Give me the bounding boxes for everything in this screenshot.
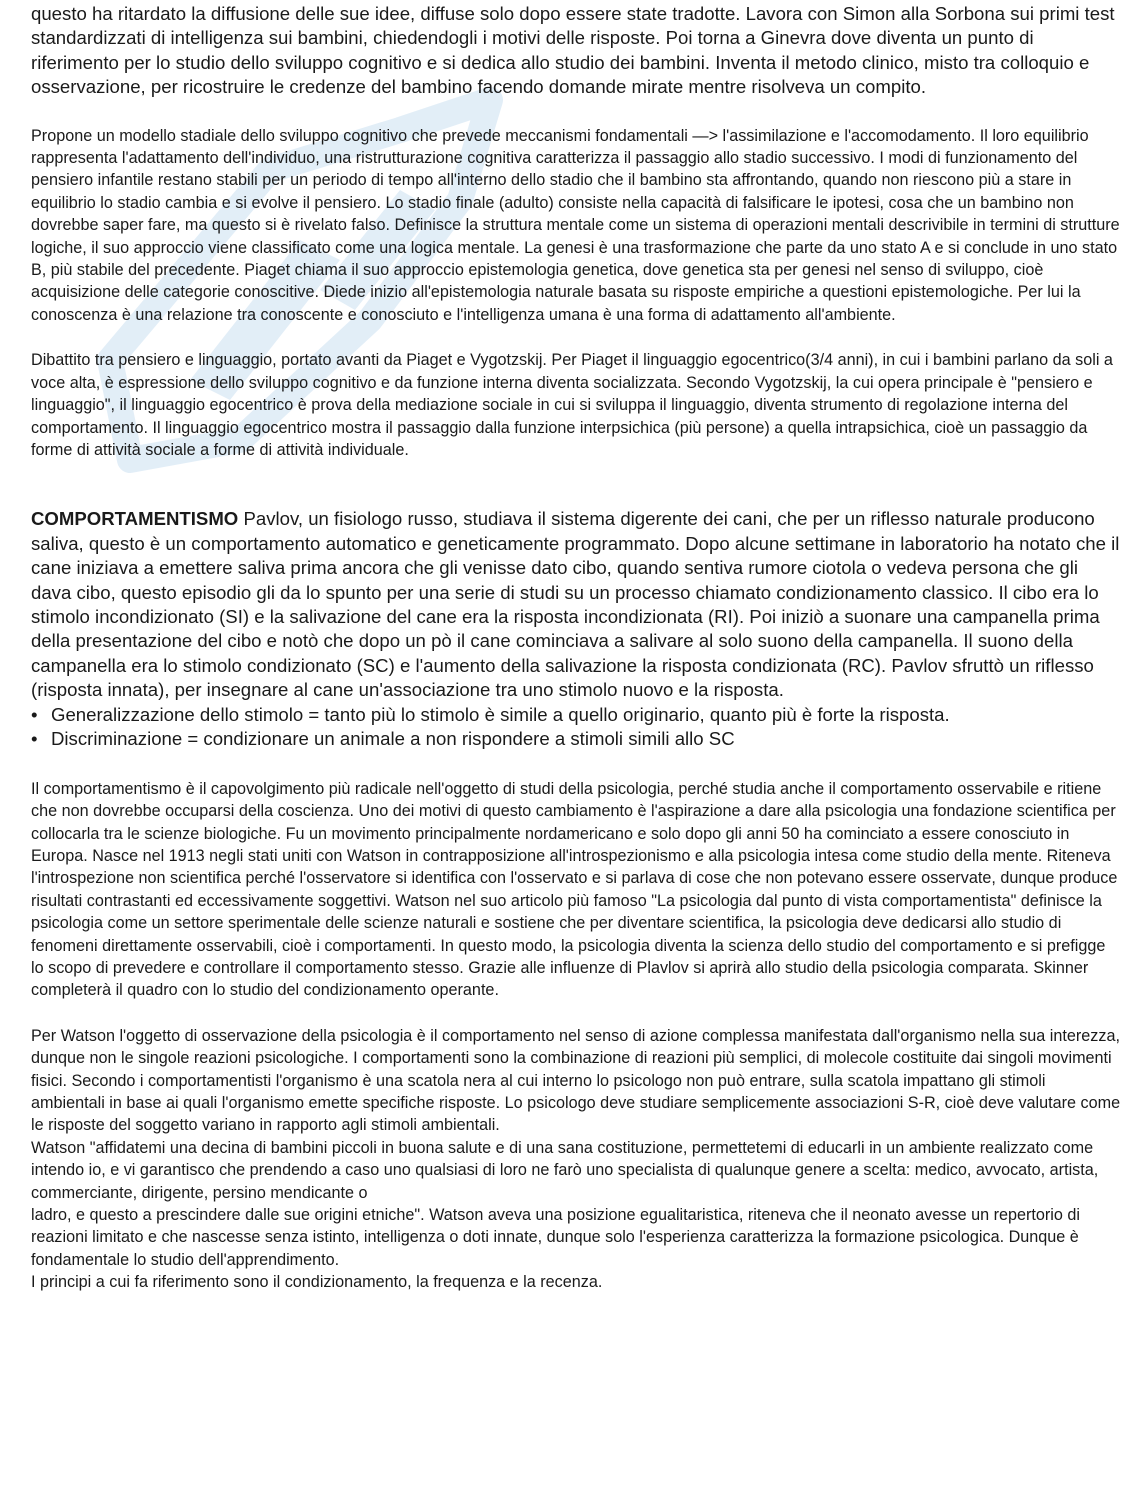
comportamentismo-description-paragraph: Il comportamentismo è il capovolgimento più radicale nell'oggetto di studi della psicologia, perché studia anche il comportamento osservabile e ritiene che non dovrebbe occuparsi della coscienza. Uno dei motivi di questo cambiamento è l'aspirazione a dare alla psicologia una fondazione scientifica per collocarla tra le scienze biologiche. Fu un movimento principalmente nordamericano e solo dopo gli anni 50 ha cominciato a essere conosciuto in Europa. Nasce nel 1913 negli stati uniti con Watson in contrapposizione all'introspezionismo e alla psicologia intesa come studio della mente. Riteneva l'introspezione non scientifica perché l'osservatore si identifica con l'osservato e si parlava di cose che non potevano essere osservate, dunque produce risultati contrastanti ed eccessivamente soggettivi. Watson nel suo articolo più famoso "La psicologia dal punto di vista comportamentista" definisce la psicologia come un settore sperimentale delle scienze naturali e sostiene che per diventare scientifica, la psicologia deve dedicarsi allo studio di fenomeni direttamente osservabili, cioè i comportamenti. In questo modo, la psicologia diventa la scienza dello studio del comportamento e si prefigge lo scopo di prevedere e controllare il comportamento stesso. Grazie alle influenze di Plavlov si aprirà allo studio della psicologia comparata. Skinner completerà il quadro con lo studio del condizionamento operante. — [31, 779, 1118, 1000]
bullet-icon: • — [31, 703, 38, 725]
list-item — [31, 727, 1121, 752]
watson-quote-continuation: ladro, e questo a prescindere dalle sue origini etniche". Watson aveva una posizione egualitaristica, riteneva che il neonato avesse un repertorio di reazioni limitato e che nascesse senza istinto, intelligenza o doti innate, dunque solo l'esperienza caratterizza la formazione psicologica. Dunque è fondamentale lo studio dell'apprendimento. — [31, 1206, 1080, 1269]
list-item — [31, 703, 1121, 728]
dibattito-paragraph: Dibattito tra pensiero e linguaggio, portato avanti da Piaget e Vygotzskij. Per Piaget il linguaggio egocentrico(3/4 anni), in cui i bambini parlano da soli a voce alta, è espressione dello sviluppo cognitivo e da funzione interna diventa socializzata. Secondo Vygotzskij, la cui opera principale è "pensiero e linguaggio", il linguaggio egocentrico è prova della mediazione sociale in cui si sviluppa il linguaggio, diventa strumento di regolazione interna del comportamento. Il linguaggio egocentrico mostra il passaggio dalla funzione interpsichica (più persone) a quella intrapsichica, cioè un passaggio da forme di attività sociale a forme di attività individuale. — [31, 351, 1113, 459]
comportamentismo-paragraph — [31, 507, 1121, 702]
intro-paragraph: questo ha ritardato la diffusione delle sue idee, diffuse solo dopo essere state tradotte. Lavora con Simon alla Sorbona sui primi test standardizzati di intelligenza sui bambini, chiedendogli i motivi delle risposte. Poi torna a Ginevra dove diventa un punto di riferimento per lo studio dello sviluppo cognitivo e si dedica allo studio dei bambini. Inventa il metodo clinico, misto tra colloquio e osservazione, per ricostruire le credenze del bambino facendo domande mirate mentre risolveva un compito. — [31, 3, 1115, 98]
piaget-paragraph: Propone un modello stadiale dello sviluppo cognitivo che prevede meccanismi fondamentali —> l'assimilazione e l'accomodamento. Il loro equilibrio rappresenta l'adattamento dell'individuo, una ristrutturazione cognitiva caratterizza il passaggio allo stadio successivo. I modi di funzionamento del pensiero infantile restano stabili per un periodo di tempo all'interno dello stadio che il bambino sta affrontando, quando non riescono più a stare in equilibrio lo stadio cambia e si evolve il pensiero. Lo stadio finale (adulto) consiste nella capacità di falsificare le ipotesi, cosa che un bambino non dovrebbe saper fare, ma questo si è rivelato falso. Definisce la struttura mentale come un sistema di operazioni mentali descrivibile in termini di strutture logiche, il suo approccio viene classificato come una logica mentale. La genesi è una trasformazione che parte da uno stato A e si conclude in uno stato B, più stabile del precedente. Piaget chiama il suo approccio epistemologia genetica, dove genetica sta per genesi nel senso di sviluppo, cioè acquisizione delle categorie conoscitive. Diede inizio all'epistemologia naturale basata su risposte empiriche a questioni epistemologiche. Per lui la conoscenza è una relazione tra conoscente e conosciuto e l'intelligenza umana è una forma di adattamento all'ambiente. — [31, 126, 1120, 324]
comportamentismo-text: Pavlov, un fisiologo russo, studiava il sistema digerente dei cani, che per un riflesso naturale producono saliva, questo è un comportamento automatico e geneticamente programmato. Dopo alcune settimane in laboratorio ha notato che il cane iniziava a emettere saliva prima ancora che gli venisse dato cibo, quando sentiva rumore ciotola o vedeva persona che gli dava cibo, questo episodio gli da lo spunto per una serie di studi su un processo chiamato condizionamento classico. Il cibo era lo stimolo incondizionato (SI) e la salivazione del cane era la risposta incondizionata (RI). Poi iniziò a suonare una campanella prima della presentazione del cibo e notò che dopo un pò il cane cominciava a salivare al solo suono della campanella. Il suono della campanella era lo stimolo condizionato (SC) e l'aumento della salivazione la risposta condizionata (RC). Pavlov sfruttò un riflesso (risposta innata), per insegnare al cane un'associazione tra uno stimolo nuovo e la risposta. — [31, 508, 1120, 701]
bullet-list — [31, 703, 1121, 752]
bullet-text: Generalizzazione dello stimolo = tanto più lo stimolo è simile a quello originario, quanto più è forte la risposta. — [51, 703, 950, 725]
bullet-text: Discriminazione = condizionare un animale a non rispondere a stimoli simili allo SC — [51, 728, 735, 750]
watson-paragraph: Per Watson l'oggetto di osservazione della psicologia è il comportamento nel senso di azione complessa manifestata dall'organismo nella sua interezza, dunque non le singole reazioni psicologiche. I comportamenti sono la combinazione di reazioni più semplici, di molecole costituite dai singoli movimenti fisici. Secondo i comportamentisti l'organismo è una scatola nera al cui interno lo psicologo non può entrare, sulla scatola impattano gli stimoli ambientali in base ai quali l'organismo emette specifiche risposte. Lo psicologo deve studiare semplicemente associazioni S-R, cioè deve valutare come le risposte del soggetto variano in rapporto agli stimoli ambientali. — [31, 1026, 1121, 1135]
watson-quote-paragraph: Watson "affidatemi una decina di bambini piccoli in buona salute e di una sana costituzione, permettetemi di educarli in un ambiente realizzato come intendo io, e vi garantisco che prendendo a caso uno qualsiasi di loro ne farò uno specialista di qualunque genere a scelta: medico, avvocato, artista, commerciante, dirigente, persino mendicante o — [31, 1138, 1099, 1202]
document-page — [31, 0, 1121, 1294]
bullet-icon: • — [31, 728, 38, 750]
section-heading: COMPORTAMENTISMO — [31, 508, 239, 530]
watson-principles-paragraph: I principi a cui fa riferimento sono il condizionamento, la frequenza e la recenza. — [31, 1273, 603, 1292]
